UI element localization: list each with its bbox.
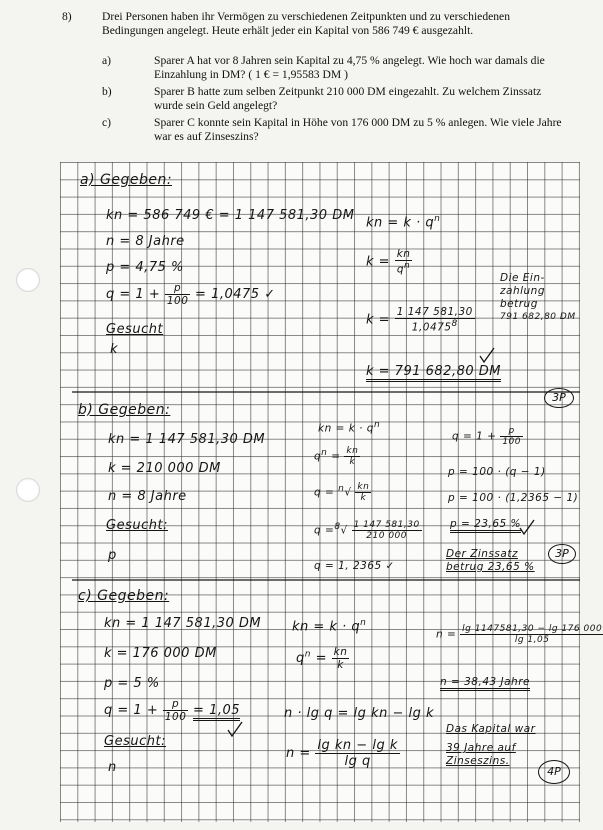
heading-a: a) Gegeben: bbox=[80, 172, 173, 188]
fraction-den: lg q bbox=[344, 754, 371, 769]
given-k-c: k = 176 000 DM bbox=[104, 646, 217, 661]
heading-b: b) Gegeben: bbox=[78, 402, 171, 418]
fraction-den: k bbox=[360, 493, 367, 503]
task-intro: Drei Personen haben ihr Vermögen zu verschiedenen Zeitpunkten und zu verschiedenen Bedingungen angelegt. Heute erhält jeder ein Kapital von 586 749 € ausgezahlt. bbox=[102, 10, 510, 38]
points-b: 3P bbox=[548, 544, 576, 564]
wanted-label-a: Gesucht bbox=[106, 322, 164, 337]
formula-text: kn = k · q bbox=[366, 215, 435, 231]
formula-text: k = bbox=[366, 254, 391, 270]
fraction-num: kn bbox=[396, 248, 411, 260]
q-lhs: q = 1 + bbox=[106, 287, 161, 302]
fraction-den: 100 bbox=[502, 437, 521, 447]
fraction-num: 1 147 581,30 bbox=[353, 520, 420, 530]
fraction-den: k bbox=[349, 457, 356, 467]
points-a: 3P bbox=[544, 388, 574, 408]
formula-text: n = bbox=[286, 746, 311, 761]
fraction-den: lg 1,05 bbox=[514, 635, 550, 645]
formula-exponent: n bbox=[434, 214, 441, 224]
q-fraction-den: 100 bbox=[164, 711, 187, 723]
fraction-den: k bbox=[337, 659, 344, 671]
formula-text: kn = k · q bbox=[318, 422, 374, 435]
check-mark-icon bbox=[520, 520, 534, 534]
formula-text: q bbox=[314, 450, 322, 463]
formula-exponent: n bbox=[373, 420, 381, 430]
result-p-b: p = 23,65 % bbox=[450, 518, 521, 533]
answer-line: Zinseszins. bbox=[446, 755, 510, 767]
formula-text: kn = k · q bbox=[292, 619, 361, 635]
given-kn-a: kn = 586 749 € = 1 147 581,30 DM bbox=[106, 208, 355, 223]
fraction-num: kn bbox=[346, 446, 359, 456]
answer-line: 791 682,80 DM bbox=[500, 312, 576, 322]
formula-p-values-b: p = 100 · (1,2365 − 1) bbox=[448, 492, 579, 504]
formula-text: k = bbox=[366, 312, 391, 328]
formula-exponent: n bbox=[360, 618, 367, 628]
task-part-label: b) bbox=[102, 85, 112, 98]
formula-exponent: n bbox=[321, 448, 328, 458]
fraction-num: 1 147 581,30 bbox=[396, 306, 473, 318]
formula-text: = bbox=[315, 651, 328, 666]
root-index: 8 bbox=[334, 522, 341, 532]
given-n-b: n = 8 Jahre bbox=[108, 489, 187, 504]
given-kn-b: kn = 1 147 581,30 DM bbox=[108, 432, 266, 447]
formula-text: q = 1 + bbox=[452, 430, 497, 443]
result-n-c: n = 38,43 Jahre bbox=[440, 676, 530, 691]
formula-log-c: n · lg q = lg kn − lg k bbox=[284, 706, 434, 721]
task-part-text: Sparer A hat vor 8 Jahren sein Kapital zu 4,75 % angelegt. Wie hoch war damals die Einzahlung in DM? ( 1 € = 1,95583 DM ) bbox=[154, 54, 545, 82]
wanted-var-c: n bbox=[108, 760, 117, 775]
wanted-label-c: Gesucht: bbox=[104, 734, 166, 749]
wanted-label-b: Gesucht: bbox=[106, 518, 168, 533]
formula-text: n = bbox=[436, 628, 457, 641]
formula-text: = bbox=[331, 450, 341, 463]
answer-line: Die Ein- bbox=[500, 272, 545, 284]
q-fraction-num: p bbox=[163, 698, 189, 711]
root-index: n bbox=[338, 484, 345, 494]
formula-text: q = bbox=[314, 524, 335, 537]
answer-line: Das Kapital war bbox=[446, 723, 536, 735]
given-k-b: k = 210 000 DM bbox=[108, 461, 221, 476]
formula-text: q = bbox=[314, 486, 339, 499]
q-fraction-num: p bbox=[165, 282, 191, 295]
q-rhs: = 1,0475 ✓ bbox=[195, 287, 276, 302]
task-part-text: Sparer C konnte sein Kapital in Höhe von 176 000 DM zu 5 % anlegen. Wie viele Jahre war es auf Zinseszins? bbox=[154, 116, 562, 144]
fraction-num: lg kn − lg k bbox=[317, 738, 398, 753]
wanted-var-b: p bbox=[108, 548, 117, 563]
answer-line: betrug bbox=[500, 298, 538, 310]
task-number: 8) bbox=[62, 10, 72, 23]
q-fraction-den: 100 bbox=[166, 295, 189, 307]
fraction-den-text: 1,0475 bbox=[411, 321, 452, 334]
formula-exponent: 8 bbox=[451, 319, 458, 329]
q-lhs: q = 1 + bbox=[104, 703, 159, 718]
formula-root-b: q = $^n$√ $\frac{kn}{k}$ bbox=[314, 482, 370, 503]
given-n-a: n = 8 Jahre bbox=[106, 234, 185, 249]
task-part-label: c) bbox=[102, 116, 112, 129]
given-kn-c: kn = 1 147 581,30 DM bbox=[104, 616, 262, 631]
check-mark-icon bbox=[480, 348, 494, 362]
q-rhs: = 1,05 bbox=[193, 703, 240, 721]
fraction-num: kn bbox=[333, 646, 348, 658]
formula-root-values-b: q =$^8$√ $\frac{1 147 581,30}{210 000}$ bbox=[314, 520, 420, 541]
task-part-label: a) bbox=[102, 54, 112, 67]
answer-line: Der Zinssatz bbox=[446, 548, 518, 560]
points-c: 4P bbox=[538, 760, 570, 784]
formula-exponent: n bbox=[404, 261, 411, 271]
formula-text: q bbox=[296, 651, 305, 666]
task-part-text: Sparer B hatte zum selben Zeitpunkt 210 000 DM eingezahlt. Zu welchem Zinssatz wurde sein Geld angelegt? bbox=[154, 85, 542, 113]
answer-line: betrug 23,65 % bbox=[446, 561, 535, 573]
answer-line: zahlung bbox=[500, 285, 545, 297]
fraction-num: kn bbox=[357, 482, 370, 492]
fraction-num: p bbox=[500, 426, 523, 437]
heading-c: c) Gegeben: bbox=[78, 588, 170, 604]
fraction-den: 210 000 bbox=[366, 531, 407, 541]
formula-exponent: n bbox=[304, 649, 311, 660]
answer-line: 39 Jahre auf bbox=[446, 742, 516, 754]
fraction-den-text: q bbox=[396, 263, 405, 276]
formula-p-b: p = 100 · (q − 1) bbox=[448, 466, 546, 478]
result-a: k = 791 682,80 DM bbox=[366, 364, 501, 382]
wanted-var-a: k bbox=[110, 342, 119, 357]
given-p-c: p = 5 % bbox=[104, 676, 160, 691]
given-p-a: p = 4,75 % bbox=[106, 260, 184, 275]
fraction-num: lg 1147581,30 − lg 176 000 bbox=[462, 624, 603, 634]
result-q-b: q = 1, 2365 ✓ bbox=[314, 560, 395, 572]
check-mark-icon bbox=[228, 722, 242, 736]
